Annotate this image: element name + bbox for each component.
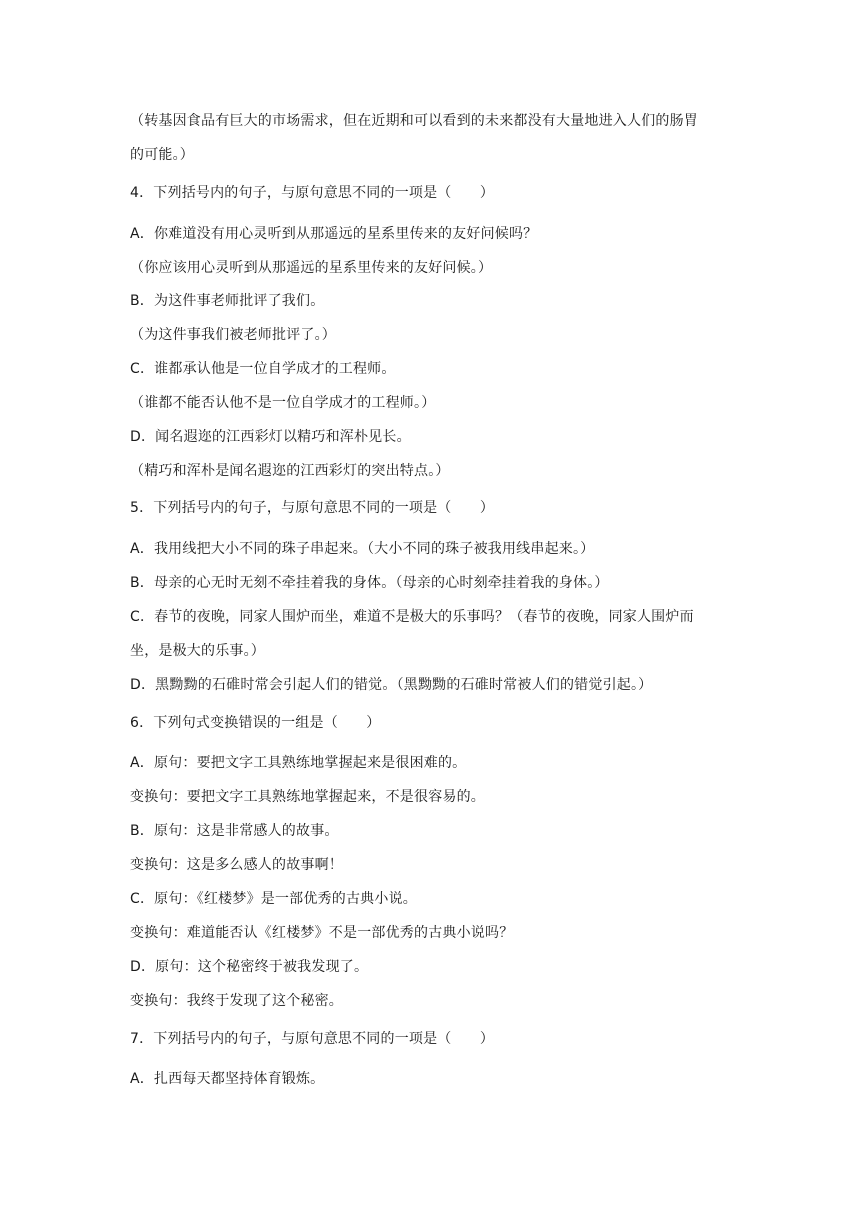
text-line: 变换句：我终于发现了这个秘密。 — [130, 993, 343, 1009]
option-c: C．春节的夜晚，同家人围炉而坐，难道不是极大的乐事吗？（春节的夜晚，同家人围炉而 — [130, 609, 694, 625]
text-line: （精巧和浑朴是闻名遐迩的江西彩灯的突出特点。） — [130, 463, 450, 479]
option-d: D．黑黝黝的石碓时常会引起人们的错觉。（黑黝黝的石碓时常被人们的错觉引起。） — [130, 677, 653, 693]
text-line: （转基因食品有巨大的市场需求，但在近期和可以看到的未来都没有大量地进入人们的肠胃 — [130, 113, 698, 129]
option-c: C．谁都承认他是一位自学成才的工程师。 — [130, 361, 396, 377]
question-5-stem: 5．下列括号内的句子，与原句意思不同的一项是（ ） — [130, 500, 495, 516]
option-a: A．你难道没有用心灵听到从那遥远的星系里传来的友好问候吗？ — [130, 226, 538, 242]
option-a: A．原句：要把文字工具熟练地掌握起来是很困难的。 — [130, 755, 467, 771]
option-d: D．闻名遐迩的江西彩灯以精巧和浑朴见长。 — [130, 429, 411, 445]
text-line: 坐，是极大的乐事。） — [130, 643, 265, 659]
text-line: （谁都不能否认他不是一位自学成才的工程师。） — [130, 395, 436, 411]
option-b: B．母亲的心无时无刻不牵挂着我的身体。（母亲的心时刻牵挂着我的身体。） — [130, 575, 609, 591]
option-a: A．扎西每天都坚持体育锻炼。 — [130, 1071, 325, 1087]
option-a: A．我用线把大小不同的珠子串起来。（大小不同的珠子被我用线串起来。） — [130, 541, 595, 557]
option-b: B．原句：这是非常感人的故事。 — [130, 823, 339, 839]
question-6-stem: 6．下列句式变换错误的一组是（ ） — [130, 715, 381, 731]
option-b: B．为这件事老师批评了我们。 — [130, 293, 325, 309]
text-line: 变换句：这是多么感人的故事啊！ — [130, 857, 343, 873]
option-c: C．原句：《红楼梦》是一部优秀的古典小说。 — [130, 891, 417, 907]
question-4-stem: 4．下列括号内的句子，与原句意思不同的一项是（ ） — [130, 185, 495, 201]
question-7-stem: 7．下列括号内的句子，与原句意思不同的一项是（ ） — [130, 1031, 495, 1047]
text-line: 的可能。） — [130, 147, 194, 163]
option-d: D．原句：这个秘密终于被我发现了。 — [130, 959, 369, 975]
text-line: （为这件事我们被老师批评了。） — [130, 327, 336, 343]
text-line: （你应该用心灵听到从那遥远的星系里传来的友好问候。） — [130, 260, 493, 276]
text-line: 变换句：难道能否认《红楼梦》不是一部优秀的古典小说吗？ — [130, 925, 514, 941]
text-line: 变换句：要把文字工具熟练地掌握起来，不是很容易的。 — [130, 789, 485, 805]
